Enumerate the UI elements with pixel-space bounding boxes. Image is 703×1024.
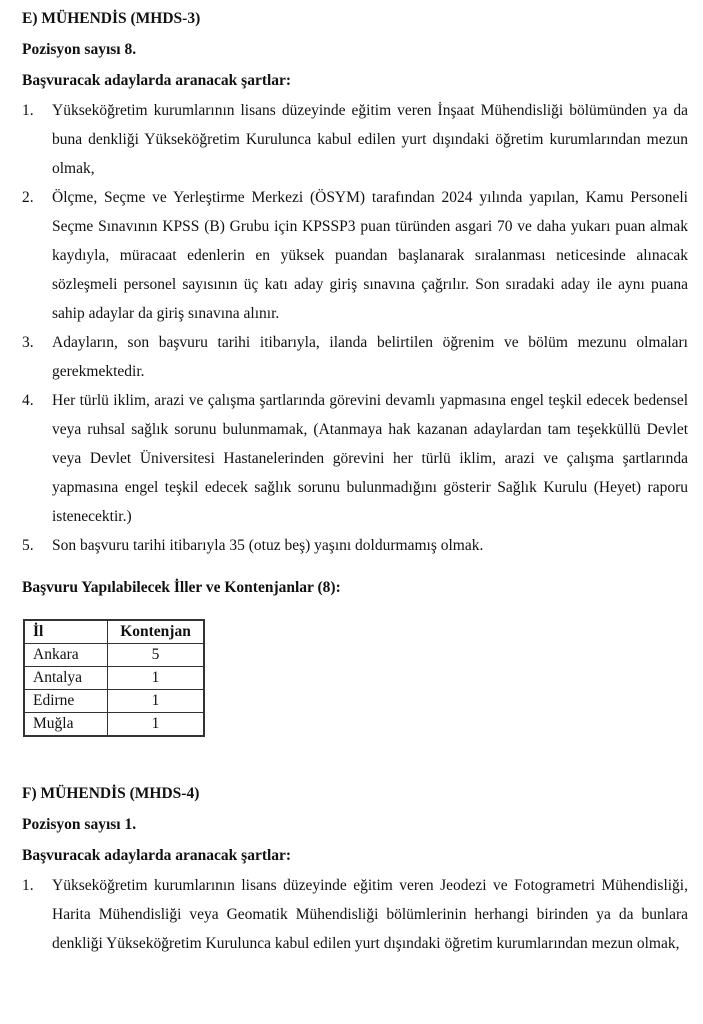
list-item: 4. Her türlü iklim, arazi ve çalışma şartlarında görevini devamlı yapmasına engel teşkil edecek bedensel veya ruhsal sağlık sorunu bulunmamak, (Atanmaya hak kazanan adaylardan tam teşekküllü Devlet veya Devlet Üniversitesi Hastanelerinden görevini her türlü iklim, arazi ve çalışma şartlarında yapmasına engel teşkil edecek sağlık sorunu bulunmadığını gösterir Sağlık Kurulu (Heyet) raporu istenecektir.): [22, 392, 688, 525]
list-item: 3. Adayların, son başvuru tarihi itibarıyla, ilanda belirtilen öğrenim ve bölüm mezunu olmaları gerekmektedir.: [22, 334, 688, 380]
list-item: 1. Yükseköğretim kurumlarının lisans düzeyinde eğitim veren Jeodezi ve Fotogrametri Mühendisliği, Harita Mühendisliği veya Geomatik Mühendisliği bölümlerinin herhangi birinden ya da bunlara denkliği Yükseköğretim Kurulunca kabul edilen yurt dışındaki öğretim kurumlarından mezun olmak,: [22, 877, 688, 952]
provinces-heading: Başvuru Yapılabilecek İller ve Kontenjanlar (8):: [22, 579, 341, 596]
quota-cell: 1: [108, 713, 205, 737]
province-cell: Muğla: [24, 713, 108, 737]
list-item-text: Her türlü iklim, arazi ve çalışma şartlarında görevini devamlı yapmasına engel teşkil edecek bedensel veya ruhsal sağlık sorunu bulunmamak, (Atanmaya hak kazanan adaylardan tam teşekküllü Devlet veya Devlet Üniversitesi Hastanelerinden görevini her türlü iklim, arazi ve çalışma şartlarında yapmasına engel teşkil edecek sağlık sorunu bulunmadığını gösterir Sağlık Kurulu (Heyet) raporu istenecektir.): [52, 392, 688, 525]
table-row: [24, 644, 204, 667]
list-item-text: Yükseköğretim kurumlarının lisans düzeyinde eğitim veren Jeodezi ve Fotogrametri Mühendisliği, Harita Mühendisliği veya Geomatik Mühendisliği bölümlerinin herhangi birinden ya da bunlara denkliği Yükseköğretim Kurulunca kabul edilen yurt dışındaki öğretim kurumlarından mezun olmak,: [52, 877, 688, 952]
list-item-text: Son başvuru tarihi itibarıyla 35 (otuz beş) yaşını doldurmamış olmak.: [52, 537, 484, 554]
list-item: 2. Ölçme, Seçme ve Yerleştirme Merkezi (ÖSYM) tarafından 2024 yılında yapılan, Kamu Personeli Seçme Sınavının KPSS (B) Grubu için KPSSP3 puan türünden asgari 70 ve daha yukarı puan almak kaydıyla, müracaat edenlerin en yüksek puandan başlanarak sıralanması neticesinde alınacak sözleşmeli personel sayısının üç katı aday giriş sınavına çağrılır. Son sıradaki aday ile aynı puana sahip adaylar da giriş sınavına alınır.: [22, 189, 688, 322]
section-f-positions: Pozisyon sayısı 1.: [22, 816, 137, 833]
table-row: [24, 667, 204, 690]
provinces-table: [23, 619, 205, 737]
section-f-requirements-list: [22, 871, 688, 958]
section-f-title: F) MÜHENDİS (MHDS-4): [22, 785, 200, 802]
province-cell: Ankara: [24, 644, 108, 667]
table-row: [24, 713, 204, 737]
list-item-text: Adayların, son başvuru tarihi itibarıyla, ilanda belirtilen öğrenim ve bölüm mezunu olmaları gerekmektedir.: [52, 334, 688, 380]
section-e-positions: Pozisyon sayısı 8.: [22, 41, 137, 58]
section-f-requirements-heading: Başvuracak adaylarda aranacak şartlar:: [22, 847, 292, 864]
column-header-quota: Kontenjan: [108, 620, 205, 644]
section-e-title: E) MÜHENDİS (MHDS-3): [22, 10, 201, 27]
list-item-text: Yükseköğretim kurumlarının lisans düzeyinde eğitim veren İnşaat Mühendisliği bölümünden ya da buna denkliği Yükseköğretim Kurulunca kabul edilen yurt dışındaki öğretim kurumlarından mezun olmak,: [52, 102, 688, 177]
table-header-row: [24, 620, 204, 644]
province-cell: Edirne: [24, 690, 108, 713]
province-cell: Antalya: [24, 667, 108, 690]
quota-cell: 1: [108, 667, 205, 690]
quota-cell: 1: [108, 690, 205, 713]
quota-cell: 5: [108, 644, 205, 667]
list-item: 1. Yükseköğretim kurumlarının lisans düzeyinde eğitim veren İnşaat Mühendisliği bölümünden ya da buna denkliği Yükseköğretim Kurulunca kabul edilen yurt dışındaki öğretim kurumlarından mezun olmak,: [22, 102, 688, 177]
section-f: [22, 784, 688, 958]
section-e: [22, 9, 688, 560]
section-e-requirements-list: [22, 96, 688, 560]
column-header-province: İl: [24, 620, 108, 644]
section-e-requirements-heading: Başvuracak adaylarda aranacak şartlar:: [22, 72, 292, 89]
list-item-text: Ölçme, Seçme ve Yerleştirme Merkezi (ÖSYM) tarafından 2024 yılında yapılan, Kamu Personeli Seçme Sınavının KPSS (B) Grubu için KPSSP3 puan türünden asgari 70 ve daha yukarı puan almak kaydıyla, müracaat edenlerin en yüksek puandan başlanarak sıralanması neticesinde alınacak sözleşmeli personel sayısının üç katı aday giriş sınavına çağrılır. Son sıradaki aday ile aynı puana sahip adaylar da giriş sınavına alınır.: [52, 189, 688, 322]
table-row: [24, 690, 204, 713]
list-item: 5. Son başvuru tarihi itibarıyla 35 (otuz beş) yaşını doldurmamış olmak.: [22, 537, 484, 554]
